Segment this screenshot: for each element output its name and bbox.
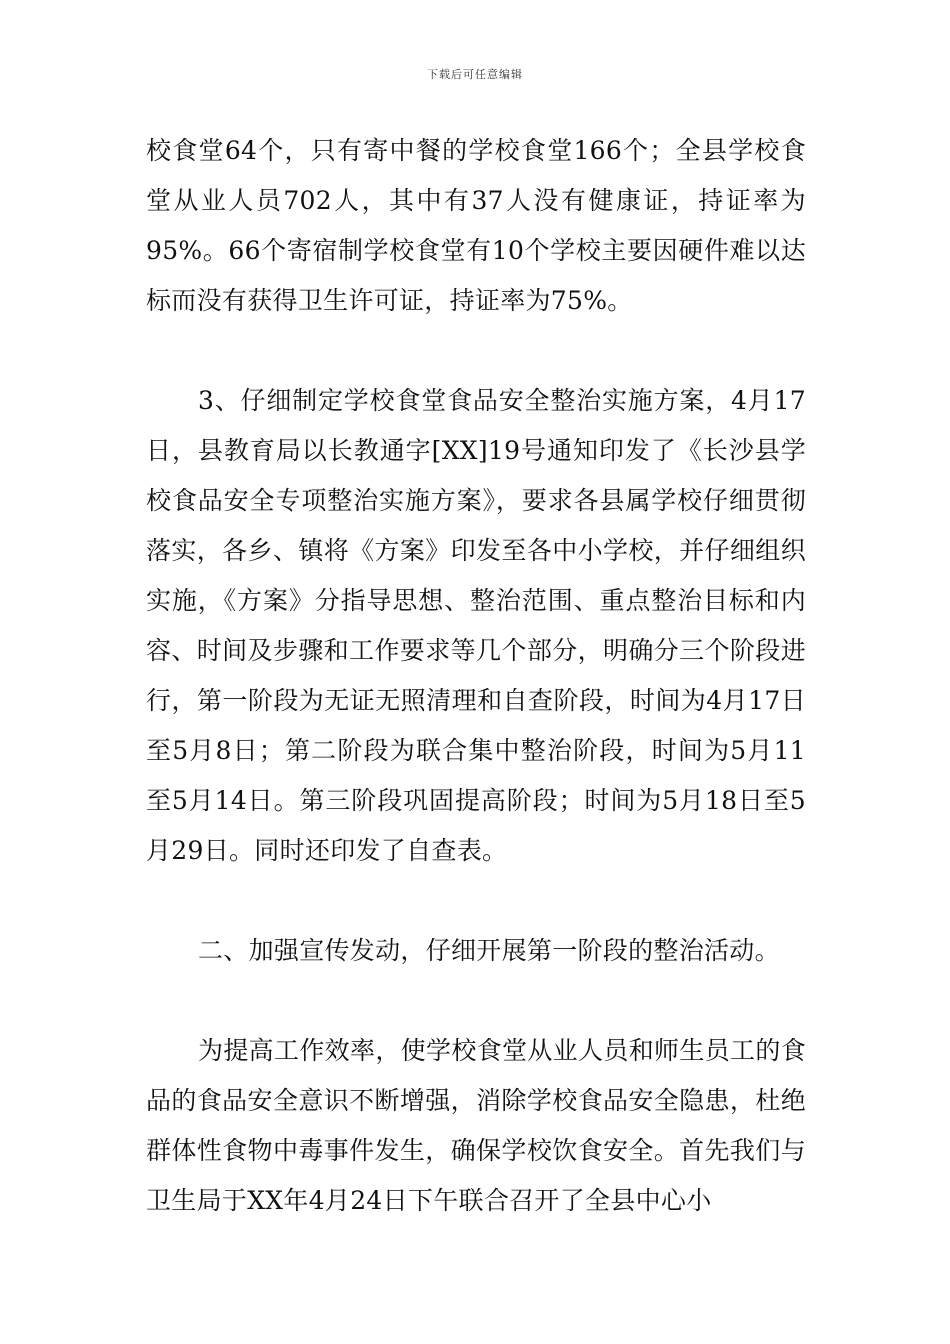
paragraph-gap	[146, 326, 806, 376]
section-heading: 二、加强宣传发动，仔细开展第一阶段的整治活动。	[198, 936, 780, 965]
paragraph-gap	[146, 976, 806, 1026]
page-header: 下载后可任意编辑	[427, 68, 523, 81]
paragraph-efficiency: 为提高工作效率，使学校食堂从业人员和师生员工的食品的食品安全意识不断增强，消除学校食品安全隐患，杜绝群体性食物中毒事件发生，确保学校饮食安全。首先我们与卫生局于XX年4月24日下午联合召开了全县中心小	[146, 1036, 806, 1215]
paragraph-gap	[146, 876, 806, 926]
paragraph-continued: 校食堂64个，只有寄中餐的学校食堂166个；全县学校食堂从业人员702人，其中有37人没有健康证，持证率为95%。66个寄宿制学校食堂有10个学校主要因硬件难以达标而没有获得卫生许可证，持证率为75%。	[146, 136, 806, 315]
document-body	[146, 126, 806, 1226]
paragraph-implementation-plan: 3、仔细制定学校食堂食品安全整治实施方案，4月17日，县教育局以长教通字[XX]19号通知印发了《长沙县学校食品安全专项整治实施方案》，要求各县属学校仔细贯彻落实，各乡、镇将《方案》印发至各中小学校，并仔细组织实施，《方案》分指导思想、整治范围、重点整治目标和内容、时间及步骤和工作要求等几个部分，明确分三个阶段进行，第一阶段为无证无照清理和自查阶段，时间为4月17日至5月8日；第二阶段为联合集中整治阶段，时间为5月11至5月14日。第三阶段巩固提高阶段；时间为5月18日至5月29日。同时还印发了自查表。	[146, 386, 806, 865]
